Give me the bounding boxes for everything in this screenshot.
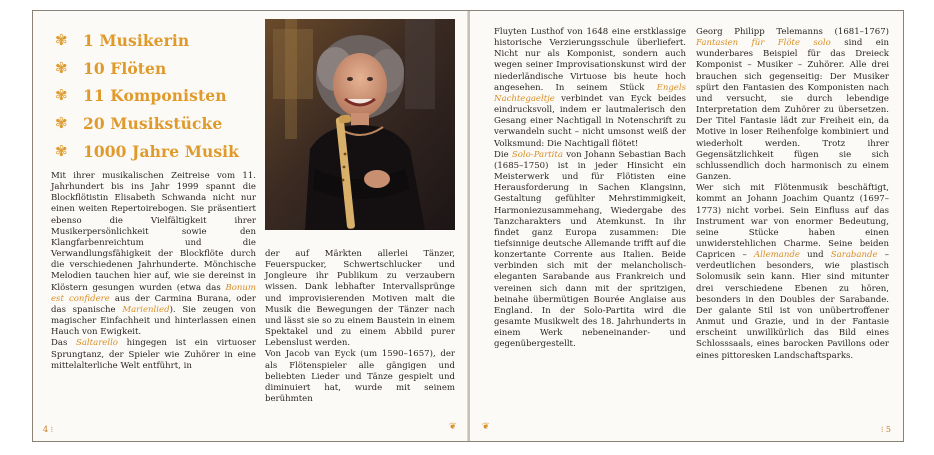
text-run: verbindet van Eyck beides eindrucksvoll, indem er lautmalerisch den Gesang einer Nachtigall in Notenschrift zu verwandeln sucht – nicht umsonst weiß der Volksmund: Die Nachtigall flötet! [494,93,686,149]
highlighted-title: Allemande [753,250,800,261]
paragraph: Von Jacob van Eyck (um 1590–1657), der als Flötenspieler alle gängigen und beliebten Lieder und Tänze gespielt und diminuiert hat, wurde mit seinem berühmten [265,349,455,405]
highlighted-title: Sarabande [830,250,878,261]
page-number-value: 4 [43,425,49,434]
paragraph: der auf Märkten allerlei Tänzer, Feuerspucker, Schwertschlucker und Jongleure ihr Publikum zu verzaubern wissen. Dank lebhafter Intervallsprünge und improvisierenden Motiven malt die Musik die Bewegungen der Tänzer nach und lässt sie so zu einem Baustein in einem Spektakel und zu einem Abbild purer Lebenslust werden. [265,249,455,349]
headline-text: 20 Musikstücke [83,114,223,134]
flower-ornament-icon: ✾ [55,114,68,133]
right-page [470,11,903,441]
headline-text: 1000 Jahre Musik [83,141,239,161]
highlighted-title: Bonum est confidere [51,282,256,304]
text-column-1 [51,171,256,372]
headline-text: 1 Musikerin [83,31,190,51]
musician-photo-illustration [265,19,455,230]
highlighted-title: Solo-Partita [511,149,563,160]
flower-ornament-icon: ❦ [449,422,457,432]
paragraph [51,171,256,338]
page-number-value: 5 [885,425,891,434]
text-column-2 [265,249,455,405]
text-run: Fluyten Lusthof von 1648 eine erstklassige historische Verzierungsschule überliefert. Nicht nur als Komponist, sondern auch wegen seiner Improvisationskunst wird der niederländische Virtuose bis heute hoch angesehen. In seinem Stück [494,27,686,93]
flower-ornament-icon: ✾ [55,141,68,160]
headline-item [55,82,265,110]
headline-list [55,27,265,165]
musician-photo [265,19,455,230]
text-run: Das [51,338,76,349]
text-column-3 [494,27,686,351]
highlighted-title: Marienlied [122,304,170,315]
booklet-spread [32,10,904,442]
highlighted-title: Fantasien für Flöte solo [696,38,831,49]
text-run: und [799,250,831,261]
headline-item [55,137,265,165]
headline-item [55,27,265,55]
paragraph [51,338,256,371]
text-run: hingegen ist ein virtuoser Sprungtanz, der Spieler wie Zuhörer in eine mittelalterliche Welt entführt, in [51,338,256,371]
text-run: Mit ihrer musikalischen Zeitreise vom 11. Jahrhundert bis ins Jahr 1999 spannt die Blockflötistin Elisabeth Schwanda nicht nur einen weiten Repertoirebogen. Sie präsentiert ebenso die Vielfältigkeit ihrer Musikerpersönlichkeit sowie den Klangfarbenreichtum und die Verwandlungsfähigkeit der Blockflöte durch die verschiedenen Jahrhunderte. Mönchische Melodien tauchen hier auf, wie sie dereinst in Klöstern gesungen wurden (etwa das [51,171,256,293]
headline-text: 10 Flöten [83,58,167,78]
headline-text: 11 Komponisten [83,86,227,106]
text-run: sind ein wunderbares Beispiel für das Dreieck Komponist – Musiker – Zuhörer. Alle drei brauchen sich gegenseitig: Der Musiker spürt den Fantasien des Komponisten nach und versucht, sie durch lebendige Interpretation dem Zuhörer zu übersetzen. Der Titel Fantasie lädt zur Freiheit ein, da Motive in loser Reihenfolge kombiniert und wiederholt werden. Trotz ihrer Gegensätzlichkeit fügen sie sich schlussendlich doch harmonisch zu einem Ganzen. [696,38,890,183]
text-column-4 [696,27,889,362]
page-number-right: ⁝ 5 [880,425,891,434]
headline-item [55,55,265,83]
paragraph [494,150,686,351]
text-run: Die [494,149,512,160]
highlighted-title: Engels Nachtegaeltje [494,82,686,104]
left-page [33,11,468,441]
text-run: aus der Carmina Burana, oder das spanische [51,293,257,315]
text-run: Georg Philipp Telemanns (1681–1767) [696,27,889,37]
flower-ornament-icon: ✾ [55,31,68,50]
text-run: ). Sie zeugen von magischer Einfachheit und hinterlassen einen Hauch von Ewigkeit. [51,304,256,338]
text-run: von Johann Sebastian Bach (1685–1750) ist in jeder Hinsicht ein Meisterwerk und für Flötisten eine Herausforderung in Sachen Klangsinn, Gestaltung gefühlter Mehrstimmigkeit, Harmoniezusammehang, Wiedergabe des Tanzcharakters und Atemkunst. In ihr findet ganz Europa zusammen: Die tiefsinnige deutsche Allemande trifft auf die konzertante Corrente aus Italien. Beide verbinden sich mit der melancholisch-eleganten Sarabande aus Frankreich und vereinen sich dann mit der spritzigen, beinahe übermütigen Bourée Anglaise aus England. In der Solo-Partita wird die gesamte Musikwelt des 18. Jahrhunderts in einem Werk nebeneinander- und gegenübergestellt. [494,149,686,350]
text-run: Wer sich mit Flötenmusik beschäftigt, kommt an Johann Joachim Quantz (1697–1773) nicht vorbei. Sein Einfluss auf das Instrument war von enormer Bedeutung, seine Stücke haben einen unwiderstehlichen Charme. Seine beiden Capricen – [696,183,889,261]
highlighted-title: Saltarello [75,338,118,349]
flower-ornament-icon: ✾ [55,58,68,77]
headline-item [55,110,265,138]
text-run: – verdeutlichen besonders, wie plastisch Solomusik sein kann. Hier sind mitunter drei verschiedene Ebenen zu hören, besonders in den Doubles der Sarabande. Der galante Stil ist von unübertroffener Anmut und Grazie, und in der Fantasie erscheint unwillkürlich das Bild eines Schlosssaals, eines barocken Pavillons oder eines pittoresken Landschaftsparks. [696,250,889,361]
paragraph [494,27,686,150]
page-number-left: 4 ⁝ [43,425,54,434]
flower-ornament-icon: ❦ [482,422,490,432]
paragraph [696,183,889,362]
paragraph [696,27,889,183]
flower-ornament-icon: ✾ [55,86,68,105]
